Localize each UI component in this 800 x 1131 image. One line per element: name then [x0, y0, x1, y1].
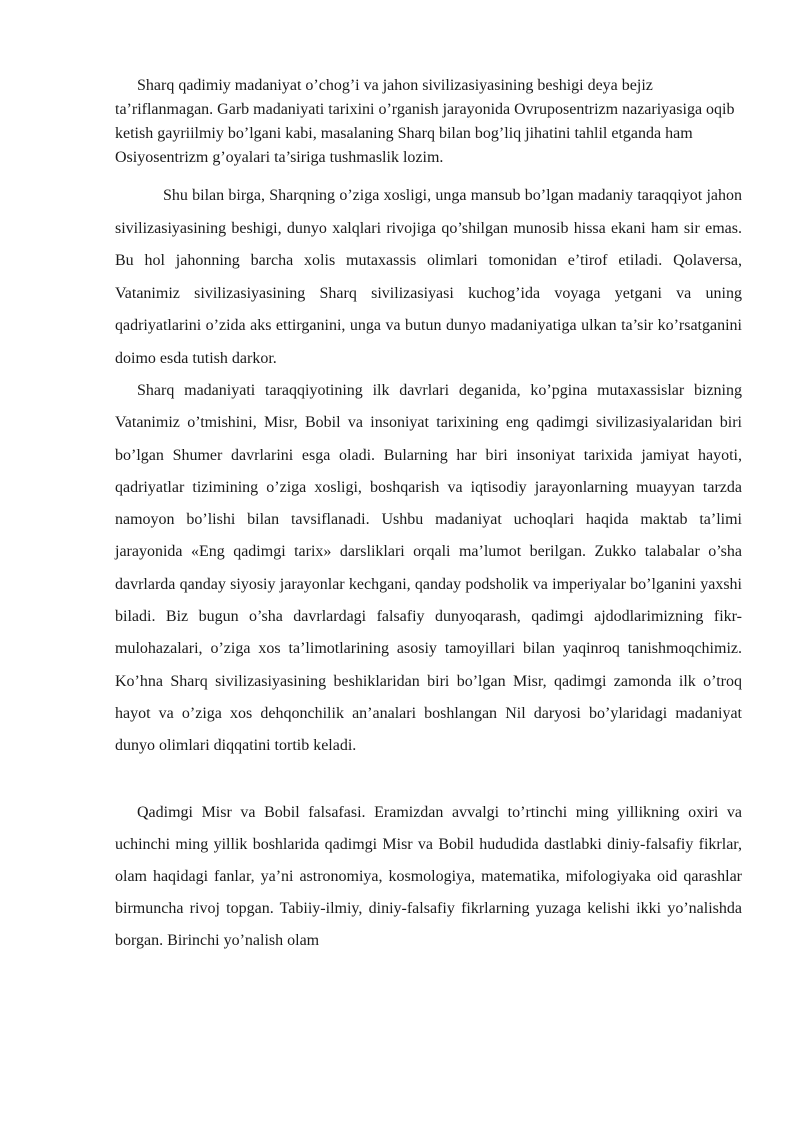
paragraph-misr-bobil: Qadimgi Misr va Bobil falsafasi. Eramizdan avvalgi to’rtinchi ming yillikning oxiri va uchinchi ming yillik boshlarida qadimgi Misr va Bobil hududida dastlabki diniy-falsafiy fikrlar, olam haqidagi fanlar, ya’ni astronomiya, kosmologiya, matematika, mifologiyaka oid qarashlar birmuncha rivoj topgan. Tabiiy-ilmiy, diniy-falsafiy fikrlarning yuzaga kelishi ikki yo’nalishda borgan. Birinchi yo’nalish olam [115, 803, 742, 949]
paragraph-ilk-davrlar: Sharq madaniyati taraqqiyotining ilk davrlari deganida, ko’pgina mutaxassislar bizning Vatanimiz o’tmishini, Misr, Bobil va insoniyat tarixining eng qadimgi sivilizasiyalaridan biri bo’lgan Shumer davrlarini esga oladi. Bularning har biri insoniyat tarixida jamiyat hayoti, qadriyatlar tizimining o’ziga xosligi, boshqarish va iqtisodiy jarayonlarning muayyan tarzda namoyon bo’lishi bilan tavsiflanadi. Ushbu madaniyat uchoqlari haqida maktab ta’limi jarayonida «Eng qadimgi tarix» darsliklari orqali ma’lumot berilgan. Zukko talabalar o’sha davrlarda qanday siyosiy jarayonlar kechgani, qanday podsholik va imperiyalar bo’lganini yaxshi biladi. Biz bugun o’sha davrlardagi falsafiy dunyoqarash, qadimgi ajdodlarimizning fikr-mulohazalari, o’ziga xos ta’limotlarining asosiy tamoyillari bilan yaqinroq tanishmoqchimiz. Ko’hna Sharq sivilizasiyasining beshiklaridan biri bo’lgan Misr, qadimgi zamonda ilk o’troq hayot va o’ziga xos dehqonchilik an’analari boshlangan Nil daryosi bo’ylaridagi madaniyat dunyo olimlari diqqatini tortib keladi. [115, 382, 742, 755]
document-page [115, 74, 742, 957]
paragraph-intro: Sharq qadimiy madaniyat o’chog’i va jahon sivilizasiyasining beshigi deya bejiz ta’riflanmagan. Garb madaniyati tarixini o’rganish jarayonida Ovruposentrizm nazariyasiga oqib ketish gayriilmiy bo’lgani kabi, masalaning Sharq bilan bog’liq jihatini tahlil etganda ham Osiyosentrizm g’oyalari ta’siriga tushmaslik lozim. [115, 77, 735, 166]
paragraph-sharq-xosligi: Shu bilan birga, Sharqning o’ziga xosligi, unga mansub bo’lgan madaniy taraqqiyot jahon sivilizasiyasining beshigi, dunyo xalqlari rivojiga qo’shilgan munosib hissa ekani ham sir emas. Bu hol jahonning barcha xolis mutaxassis olimlari tomonidan e’tirof etiladi. Qolaversa, Vatanimiz sivilizasiyasining Sharq sivilizasiyasi kuchog’ida voyaga yetgani va uning qadriyatlarini o’zida aks ettirganini, unga va butun dunyo madaniyatiga ulkan ta’sir ko’rsatganini doimo esda tutish darkor. [115, 187, 742, 367]
